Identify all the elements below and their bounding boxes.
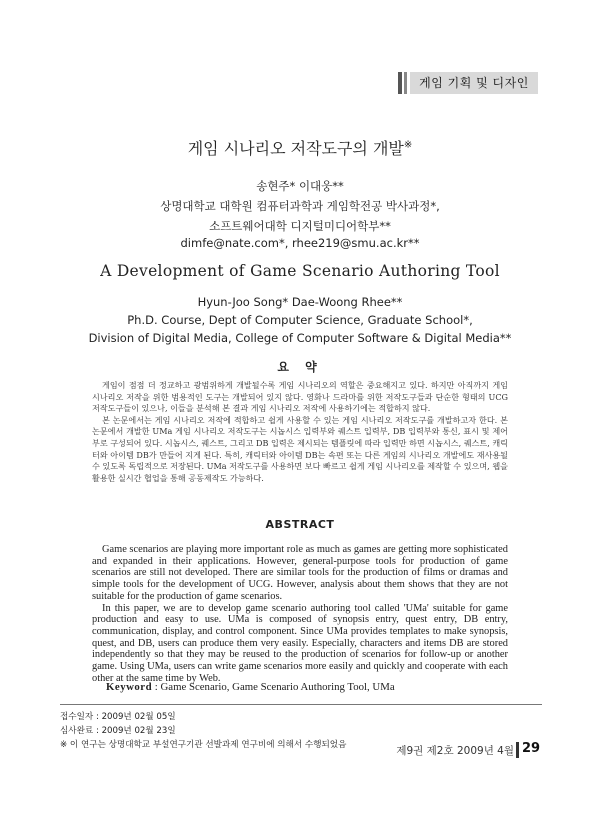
keyword-line: [106, 681, 526, 693]
authors-en-affiliation-1: Ph.D. Course, Dept of Computer Science, Graduate School*,: [127, 313, 473, 327]
abstract-paragraph-2: In this paper, we are to develop game scenario authoring tool called 'UMa' suitable for game production and easy to use. UMa is composed of synopsis entry, quest entry, DB entry, communication, display, and control component. Since UMa provides templates to make synopsis, quest, and DB, users can produce them very easily. Especially, characters and items DB are stored independently so that they may be reused to the production of scenarios for follow-up or another game. Using UMa, users can write game scenarios more easily and quickly and cooperate with each other at the same time by Web.: [92, 602, 508, 684]
authors-en-affiliation-2: Division of Digital Media, College of Computer Software & Digital Media**: [88, 331, 512, 345]
issue-info: 제9권 제2호 2009년 4월: [396, 745, 514, 757]
footer-bar: [516, 742, 519, 758]
authors-ko-affiliation-2: 소프트웨어대학 디지털미디어학부**: [209, 219, 391, 233]
summary-paragraph-2: 본 논문에서는 게임 시나리오 저작에 적합하고 쉽게 사용할 수 있는 게임 시나리오 저작도구를 개발하고자 한다. 본 논문에서 개발한 UMa 게임 시나리오 저작도구는 시놉시스 입력부와 퀘스트 입력부, DB 입력부와 통신, 표시 및 제어부로 구성되어 있다. 시놉시스, 퀘스트, 그리고 DB 입력은 제시되는 템플릿에 따라 입력만 하면 시놉시스, 퀘스트, 캐릭터와 아이템 DB가 만들어 지게 된다. 특히, 캐릭터와 아이템 DB는 속편 또는 다른 게임의 시나리오 개발에도 재사용될 수 있도록 독립적으로 저장된다. UMa 저작도구를 사용하면 보다 빠르고 쉽게 게임 시나리오를 제작할 수 있으며, 웹을 활용한 실시간 협업을 통해 공동제작도 가능하다.: [92, 414, 508, 483]
authors-ko-affiliation-1: 상명대학교 대학원 컴퓨터과학과 게임학전공 박사과정*,: [160, 199, 440, 213]
title-korean: [0, 136, 600, 159]
authors-en-names: Hyun-Joo Song* Dae-Woong Rhee**: [197, 295, 403, 309]
title-footnote-mark: ※: [403, 139, 413, 151]
header-bar-dark: [398, 72, 402, 94]
page-number: 29: [522, 741, 541, 756]
section-tag: 게임 기획 및 디자인: [410, 72, 538, 94]
keyword-label: Keyword: [106, 681, 153, 693]
authors-emails: dimfe@nate.com*, rhee219@smu.ac.kr**: [180, 236, 420, 250]
title-english: A Development of Game Scenario Authoring Tool: [100, 262, 500, 280]
summary-heading: 요 약: [277, 360, 323, 374]
received-date: 접수일자 : 2009년 02월 05일: [60, 712, 176, 722]
title-korean-text: 게임 시나리오 저작도구의 개발: [187, 139, 404, 158]
abstract-paragraph-1: Game scenarios are playing more important role as much as games are getting more sophisticated and expanded in their applications. However, general-purpose tools for production of game scenarios are still not developed. There are similar tools for the production of films or dramas and simple tools for the development of UCG. However, analysis about them shows that they are not suitable for the production of game scenarios.: [92, 544, 508, 602]
review-date: 심사완료 : 2009년 02월 23일: [60, 726, 176, 736]
header-bar-light: [404, 72, 407, 94]
abstract-body: [92, 544, 508, 684]
funding-note: ※ 이 연구는 상명대학교 부설연구기관 선발과제 연구비에 의해서 수행되었음: [60, 740, 347, 750]
abstract-heading: ABSTRACT: [265, 518, 335, 531]
summary-body: [92, 380, 508, 484]
authors-ko-names: 송현주* 이대웅**: [256, 179, 344, 193]
summary-paragraph-1: 게임이 점점 더 정교하고 광범위하게 개발될수록 게임 시나리오의 역할은 중요해지고 있다. 하지만 아직까지 게임 시나리오 저작을 위한 범용적인 도구는 개발되어 있지 않다. 영화나 드라마를 위한 저작도구들과 단순한 형태의 UCG 저작도구들이 있으나, 이들을 분석해 본 결과 게임 시나리오 저작에 사용하기에는 적합하지 않다.: [92, 380, 508, 414]
keyword-value: : Game Scenario, Game Scenario Authoring Tool, UMa: [152, 681, 395, 693]
footnote-divider: [60, 704, 542, 705]
